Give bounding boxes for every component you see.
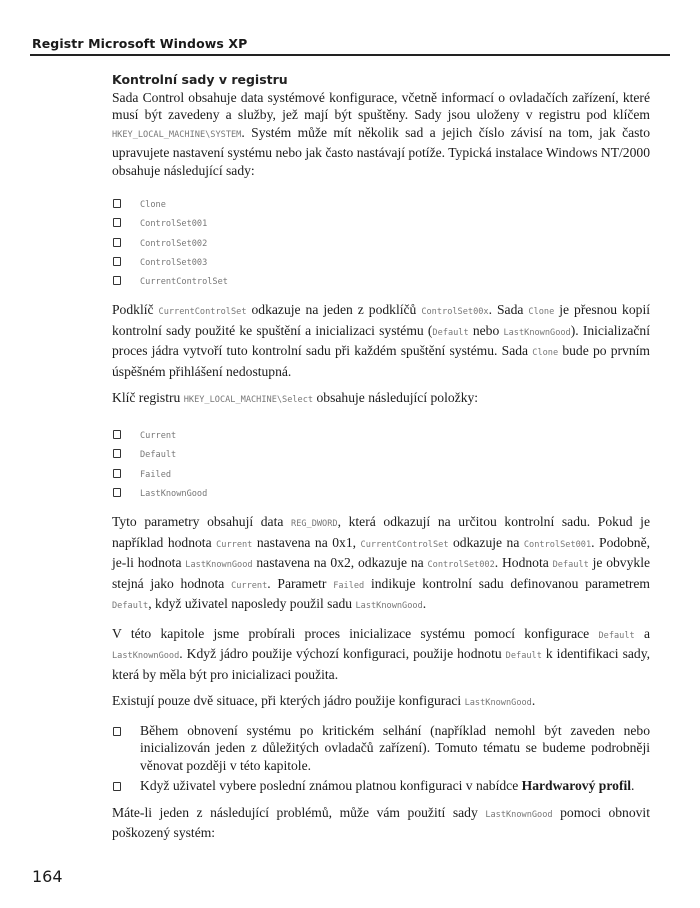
checkbox-bullet-icon [113,238,121,247]
text-run: V této kapitole jsme probírali proces inicializace systému pomocí konfigurace [112,625,599,641]
inline-code: Current [231,580,268,591]
control-set-list [112,193,650,289]
text-run: . Když jádro použije výchozí konfiguraci, použije hodnotu [179,646,506,662]
text-run: Klíč registru [112,390,184,406]
inline-code: ControlSet001 [140,219,208,230]
text-run: nebo [468,322,504,338]
select-items-list [112,424,650,501]
list-item [112,193,650,212]
section-title: Kontrolní sady v registru [112,71,288,87]
inline-code: LastKnownGood [112,651,180,662]
text-run: . [631,778,635,794]
text-run: odkazuje na [448,534,524,550]
situations-list [112,722,650,795]
checkbox-bullet-icon [113,449,121,458]
inline-code: Default [552,560,589,571]
checkbox-bullet-icon [113,727,121,736]
checkbox-bullet-icon [113,469,121,478]
text-run: obsahuje následující položky: [313,390,479,406]
checkbox-bullet-icon [113,276,121,285]
text-run: , která odkazují na určitou kontrolní sadu. Pokud je například hodnota [112,514,650,550]
inline-code: ControlSet00x [421,307,489,318]
text-run: bude po prvním úspěšném přihlášení nedostupná. [112,343,651,379]
inline-code: Clone [140,200,166,210]
paragraph-situations [112,692,650,713]
inline-code: ControlSet002 [140,238,208,249]
inline-code: LastKnownGood [485,809,553,820]
bold-text: Hardwarový profil [521,778,632,794]
text-run: . Parametr [267,575,334,591]
paragraph-select-key [112,389,650,410]
list-item [112,443,650,462]
text-run: . [422,596,427,612]
checkbox-bullet-icon [113,257,121,266]
paragraph-problems [112,804,650,842]
text-run: k identifikaci sady, která by měla být pro inicializaci použita. [112,646,651,682]
inline-code: ControlSet003 [140,257,208,268]
checkbox-bullet-icon [113,430,121,439]
inline-code: ControlSet001 [523,539,592,550]
inline-code: CurrentControlSet [360,539,449,550]
list-item [112,482,650,501]
inline-code: ControlSet002 [427,560,495,571]
inline-code: Default [505,651,542,662]
inline-code: Clone [528,307,555,318]
text-run: nastavena na 0x1, [252,534,361,550]
inline-code: LastKnownGood [140,488,208,499]
inline-code: LastKnownGood [185,560,253,571]
text-run: Když uživatel vybere poslední známou platnou konfiguraci v nabídce [140,778,522,794]
inline-code: Clone [532,348,559,359]
text-run: . [531,693,536,709]
list-item [112,232,650,251]
text-run: . Hodnota [494,555,553,571]
inline-code: Default [432,327,469,338]
text-run: je přesnou kopií kontrolní sady použité ke spuštění a inicializaci systému ( [112,302,650,338]
inline-code: LastKnownGood [355,601,423,612]
list-item [112,270,650,289]
text-run: . Systém může mít několik sad a jejich číslo závisí na tom, jak často upravujete nastavení systému nebo jak často nastávají potíže. Typická instalace Windows NT/2000 obsahuje následující sady: [112,124,650,178]
inline-code: HKEY_LOCAL_MACHINE\Select [183,395,314,406]
list-item [112,463,650,482]
page-content [112,56,650,851]
inline-code: HKEY_LOCAL_MACHINE\SYSTEM [112,129,242,140]
inline-code: Current [140,430,177,441]
list-item [112,424,650,443]
text-run: , když uživatel naposledy použil sadu [148,596,356,612]
text-run: je obvykle stejná jako hodnota [112,555,651,591]
paragraph-control-sets [112,89,650,180]
list-item [112,777,650,795]
text-run: Tyto parametry obsahují data [112,514,292,530]
inline-code: CurrentControlSet [158,307,247,318]
text-run: Máte-li jeden z následující problémů, může vám použití sady [112,804,486,820]
text-run: . Sada [488,302,529,318]
checkbox-bullet-icon [113,218,121,227]
text-run: . Podobně, je-li hodnota [112,534,651,571]
list-item [112,251,650,270]
paragraph-parameters [112,513,650,616]
text-run: Existují pouze dvě situace, při kterých jádro použije konfiguraci [112,693,465,709]
running-header: Registr Microsoft Windows XP [32,36,248,51]
text-run: a [634,625,650,641]
text-run: odkazuje na jeden z podklíčů [246,302,422,318]
inline-code: Default [140,450,177,461]
inline-code: Default [598,630,635,641]
inline-code: Failed [140,469,172,480]
checkbox-bullet-icon [113,488,121,497]
text-run: Sada Control obsahuje data systémové konfigurace, včetně informací o ovladačích zařízení, které musí být zavedeny a služby, jež mají být spuštěny. Sady jsou uloženy v registru pod klíčem [112,89,650,122]
checkbox-bullet-icon [113,199,121,208]
inline-code: Failed [333,580,365,591]
text-run: nastavena na 0x2, odkazuje na [252,555,428,571]
list-item [112,212,650,231]
paragraph-chapter [112,625,650,684]
inline-code: LastKnownGood [464,698,532,709]
text-run: Během obnovení systému po kritickém selhání (například nemohl být zaveden nebo inicializován jeden z důležitých ovladačů zařízení). Tomuto tématu se budeme podrobněji věnovat později v této kapitole. [140,722,650,773]
inline-code: CurrentControlSet [140,277,228,288]
inline-code: Current [216,539,253,550]
text-run: ). Inicializační proces jádra vytvoří tuto kontrolní sadu při každém spuštění systému. Sada [112,322,651,359]
text-run: Podklíč [112,302,159,318]
checkbox-bullet-icon [113,782,121,791]
inline-code: REG_DWORD [291,519,338,530]
paragraph-current-control-set [112,301,650,380]
text-run: pomoci obnovit poškozený systém: [112,804,650,841]
text-run: indikuje kontrolní sadu definovanou parametrem [364,575,650,591]
list-item [112,722,650,775]
inline-code: LastKnownGood [503,327,571,338]
page-number: 164 [32,866,63,886]
inline-code: Default [112,601,149,612]
